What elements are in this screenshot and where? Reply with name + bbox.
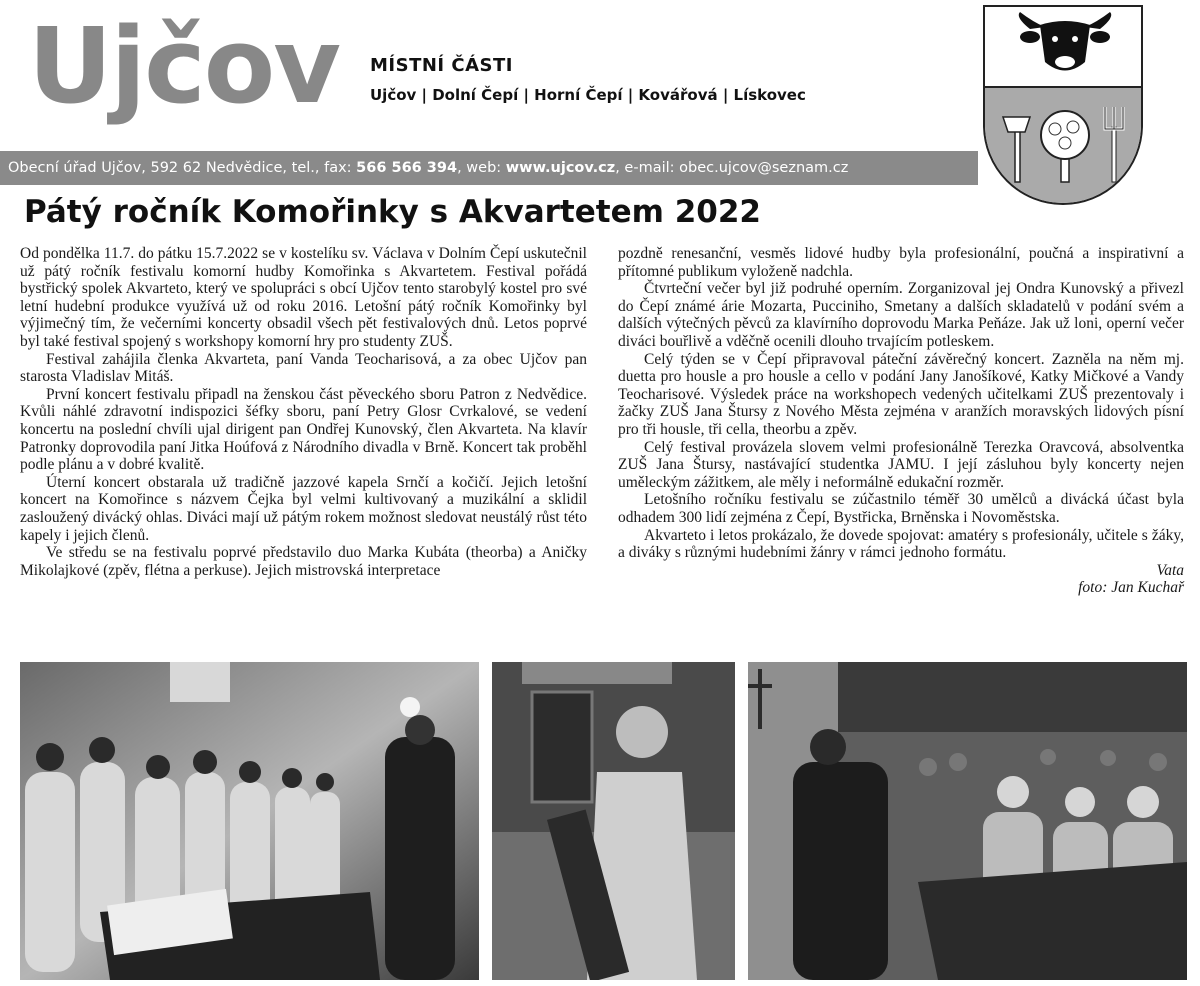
article-headline: Pátý ročník Komořinky s Akvartetem 2022	[24, 194, 761, 230]
email-label: , e-mail:	[615, 160, 680, 176]
email-link[interactable]: obec.ujcov@seznam.cz	[679, 160, 849, 176]
article-paragraph: pozdně renesanční, vesměs lidové hudby byla profesionální, poučná a inspirativní a přítomné publikum vyloženě nadchla.	[618, 245, 1184, 280]
contact-bar	[0, 151, 978, 185]
article-paragraph: Festival zahájila členka Akvarteta, paní Vanda Teocharisová, a za obec Ujčov pan starosta Vladislav Mitáš.	[20, 350, 587, 386]
article-paragraph: Letošního ročníku festivalu se zúčastnilo téměř 30 umělců a divácká účast byla odhadem 300 lidí zejména z Čepí, Bystřicka, Brněnska i Novoměstska.	[618, 491, 1184, 526]
article-paragraph: Akvarteto i letos prokázalo, že dovede spojovat: amatéry s profesionály, učitele s žáky, a diváky s různými hudebními žánry v rámci jednoho formátu.	[618, 526, 1184, 562]
article-paragraph: Od pondělka 11.7. do pátku 15.7.2022 se v kostelíku sv. Václava v Dolním Čepí uskutečnil už pátý ročník festivalu komorní hudby Komořinka s Akvartetem. Festival pořádá bystřický spolek Akvarteto, který ve spolupráci s obcí Ujčov tento starobylý kostel pro své letní hudební produkce využívá už od roku 2016. Letošní pátý ročník Komořinky byl výjimečný tím, že večerními koncerty obsadil všech pět festivalových dnů. Letos poprvé byl také festival spojený s workshopy komorní hry pro studenty ZUŠ.	[20, 245, 587, 350]
article-paragraph: Úterní koncert obstarala už tradičně jazzové kapela Srnčí a kočičí. Jejich letošní koncert na Komořince s názvem Čejka byl velmi kultivovaný a muzikální a sklidil zasloužený divácký ohlas. Diváci mají už pátým rokem možnost sledovat neustálý růst této kapely i jejich členů.	[20, 473, 587, 544]
singer-photo	[492, 662, 735, 980]
article-paragraph: První koncert festivalu připadl na ženskou část pěveckého sboru Patron z Nedvědice. Kvůli náhlé zdravotní indispozici šéfky sboru, paní Petry Glosr Cvrkalové, se vedení koncertu na poslední chvíli ujal dirigent pan Ondřej Kunovský, člen Akvarteta. Na klavír Patronky doprovodila paní Jitka Hoúfová z Národního divadla v Brně. Koncert tak proběhl podle plánu a v dobré kvalitě.	[20, 385, 587, 474]
author-signature: Vata	[1156, 561, 1184, 579]
article-paragraph: Celý festival provázela slovem velmi profesionálně Terezka Oravcová, absolventka ZUŠ Jana Štursy, nastávající studentka JAMU. I její zásluhou byly koncerty nejen uměleckým zážitkem, ale měly i neformálně edukační rozměr.	[618, 438, 1184, 491]
districts-title: MÍSTNÍ ČÁSTI	[370, 55, 513, 76]
coat-of-arms-icon	[983, 5, 1143, 205]
districts-block	[370, 55, 806, 104]
photo-credit: foto: Jan Kuchař	[1078, 579, 1184, 597]
choir-photo	[20, 662, 479, 980]
phone-number: 566 566 394	[356, 160, 458, 176]
web-label: , web:	[457, 160, 506, 176]
masthead-logo: Ujčov	[28, 5, 339, 127]
districts-list: Ujčov | Dolní Čepí | Horní Čepí | Kovářová | Lískovec	[370, 86, 806, 104]
article-paragraph: Čtvrteční večer byl již podruhé operním. Zorganizoval jej Ondra Kunovský a přivezl do Čepí známé árie Mozarta, Pucciniho, Smetany a dalších skladatelů v podání svém a dalších výtečných pěvců za klavírního doprovodu Marka Peňáze. Jak už loni, operní večer diváci bouřlivě a vděčně ocenili dlouho trvajícím potleskem.	[618, 280, 1184, 350]
article-column-left	[20, 245, 587, 579]
article-paragraph: Celý týden se v Čepí připravoval páteční závěrečný koncert. Zazněla na něm mj. duetta pro housle a pro housle a cello v podání Jany Janošíkové, Katky Mičkové a Vandy Teocharisové. Výsledek práce na workshopech vedených učitelkami ZUŠ prezentovaly i žačky ZUŠ Jana Štursy z Nového Města zejména v aranžích moravských lidových písní pro tři housle, tři cella, theorbu a zpěv.	[618, 350, 1184, 438]
website-link[interactable]: www.ujcov.cz	[505, 160, 616, 176]
audience-photo	[748, 662, 1187, 980]
contact-prefix: Obecní úřad Ujčov, 592 62 Nedvědice, tel., fax:	[8, 160, 357, 176]
article-column-right	[618, 245, 1184, 597]
article-paragraph: Ve středu se na festivalu poprvé představilo duo Marka Kubáta (theorba) a Aničky Mikolajkové (zpěv, flétna a perkuse). Jejich mistrovská interpretace	[20, 544, 587, 579]
